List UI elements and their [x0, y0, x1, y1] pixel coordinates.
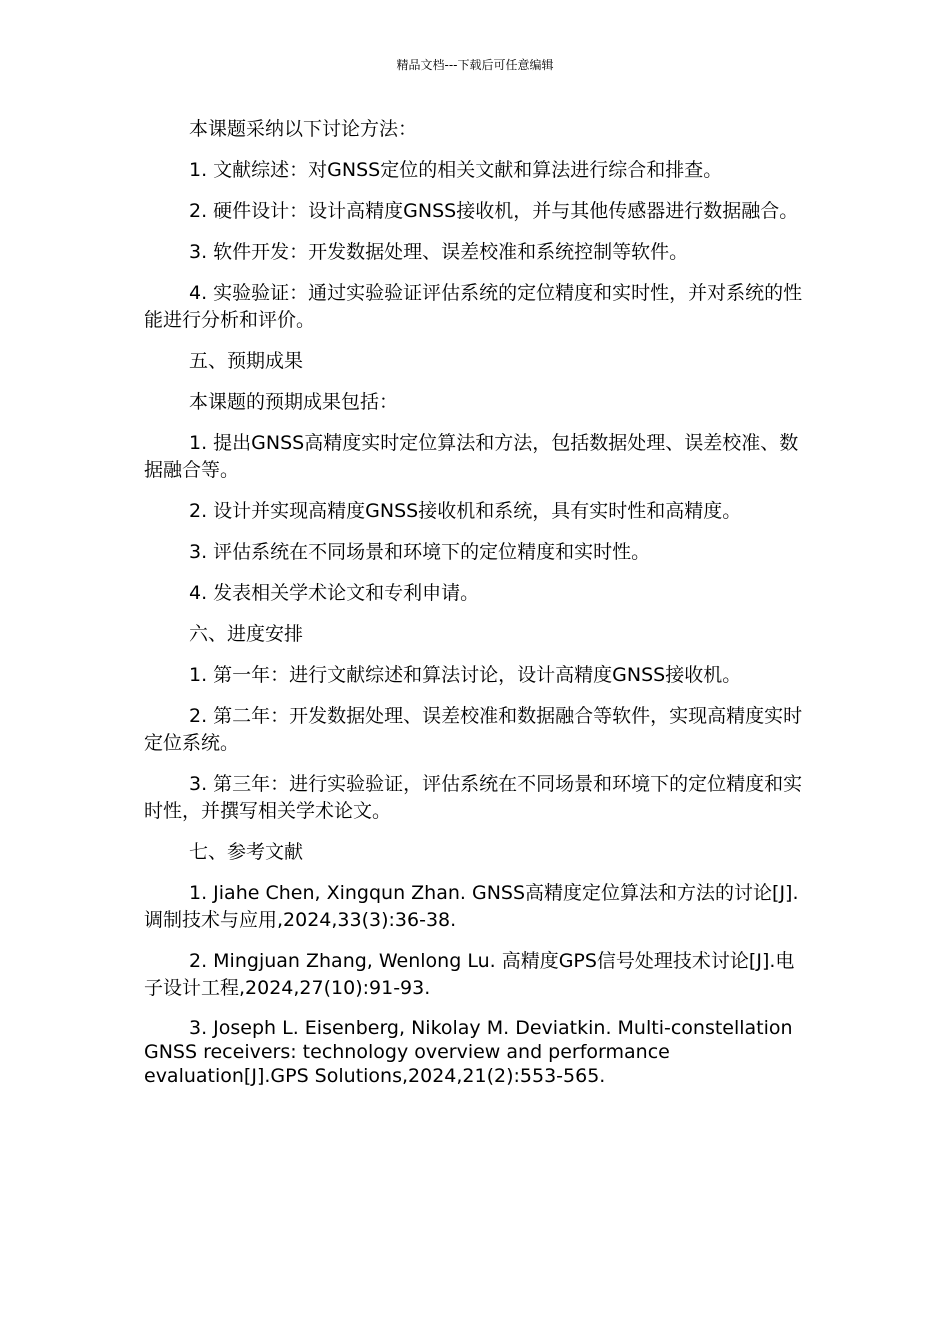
document-body	[144, 116, 804, 1102]
schedule-item-1: 1. 第一年：进行文献综述和算法讨论，设计高精度GNSS接收机。	[189, 664, 742, 686]
section-heading-schedule: 六、进度安排	[189, 623, 304, 645]
reference-item-2: 2. Mingjuan Zhang, Wenlong Lu. 高精度GPS信号处理技术讨论[J].电子设计工程,2024,27(10):91-93.	[144, 950, 795, 999]
method-item-1: 1. 文献综述：对GNSS定位的相关文献和算法进行综合和排查。	[189, 159, 723, 181]
schedule-item-3: 3. 第三年：进行实验验证，评估系统在不同场景和环境下的定位精度和实时性，并撰写相关学术论文。	[144, 773, 803, 822]
result-item-1: 1. 提出GNSS高精度实时定位算法和方法，包括数据处理、误差校准、数据融合等。	[144, 432, 799, 481]
schedule-item-2: 2. 第二年：开发数据处理、误差校准和数据融合等软件，实现高精度实时定位系统。	[144, 705, 803, 754]
method-item-4: 4. 实验验证：通过实验验证评估系统的定位精度和实时性，并对系统的性能进行分析和评价。	[144, 282, 803, 331]
section-heading-expected-results: 五、预期成果	[189, 350, 304, 372]
results-intro: 本课题的预期成果包括：	[189, 391, 399, 413]
page-header: 精品文档---下载后可任意编辑	[396, 58, 554, 72]
method-item-2: 2. 硬件设计：设计高精度GNSS接收机，并与其他传感器进行数据融合。	[189, 200, 799, 222]
result-item-3: 3. 评估系统在不同场景和环境下的定位精度和实时性。	[189, 541, 651, 563]
method-intro: 本课题采纳以下讨论方法：	[189, 118, 418, 140]
reference-item-3: 3. Joseph L. Eisenberg, Nikolay M. Deviatkin. Multi-constellation GNSS receivers: technology overview and performance evaluation[J].GPS Solutions,2024,21(2):553-565.	[144, 1017, 793, 1087]
method-item-3: 3. 软件开发：开发数据处理、误差校准和系统控制等软件。	[189, 241, 689, 263]
reference-item-1: 1. Jiahe Chen, Xingqun Zhan. GNSS高精度定位算法和方法的讨论[J].调制技术与应用,2024,33(3):36-38.	[144, 882, 799, 931]
section-heading-references: 七、参考文献	[189, 841, 304, 863]
result-item-2: 2. 设计并实现高精度GNSS接收机和系统，具有实时性和高精度。	[189, 500, 742, 522]
result-item-4: 4. 发表相关学术论文和专利申请。	[189, 582, 480, 604]
